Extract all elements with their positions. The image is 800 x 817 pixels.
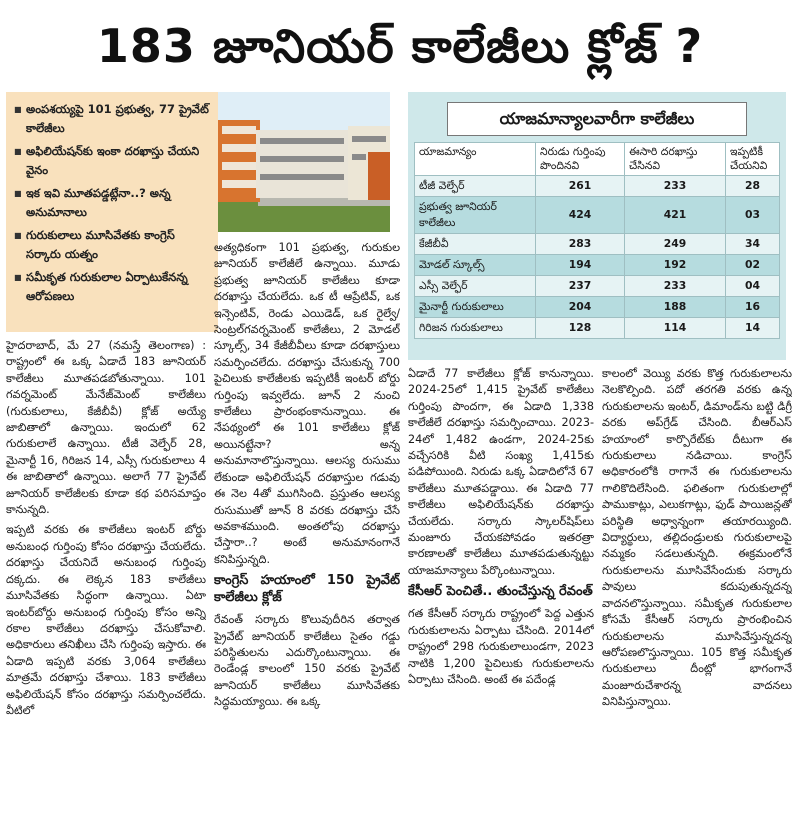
college-table [414, 142, 780, 339]
table-cell: 14 [726, 318, 780, 339]
highlights-box [6, 92, 218, 332]
highlight-item: ■ సమీకృత గురుకులాల ఏర్పాటుకేనన్న ఆరోపణలు [14, 268, 212, 306]
table-cell: 249 [625, 234, 726, 255]
college-table-box [408, 92, 786, 360]
article-paragraph: హైదరాబాద్, మే 27 (నమస్తే తెలంగాణ) : రాష్ట్రంలో ఈ ఒక్క ఏడాదే 183 జూనియర్ కాలేజీలు మూతపడబోతున్నాయి. 101 గవర్నమెంట్ మేనేజ్‌మెంట్ కాలేజీలు (గురుకులాలు, కేజీబీవీ) క్లోజ్ అయ్యే జాబితాలో ఉన్నాయి. ఇందులో 62 గురుకులాలే ఉన్నాయి. టీజీ వెల్ఫేర్ 28, మైనార్టీ 16, గిరిజన 14, ఎస్సీ గురుకులాలు 4 ఈ జాబితాలో ఉన్నాయి. అలాగే 77 ప్రైవేట్ జూనియర్ కాలేజీలకు కూడా కథ పరిసమాప్తం కానున్నది. [6, 339, 206, 517]
article-paragraph: అత్యధికంగా 101 ప్రభుత్వ, గురుకుల జూనియర్ కాలేజీలే ఉన్నాయి. మూడు ప్రభుత్వ జూనియర్ కాలేజీలు కూడా దరఖాస్తు చేయలేదు. ఒక టీ ఆప్రేటివ్, ఒక ఇన్సెంటివ్, రెండు ఎయిడెడ్, ఒక రైల్వే/సెంట్రల్‌గవర్నమెంట్ కాలేజీలు, 2 మోడల్ స్కూల్స్, 34 కేజీబీవీలు కూడా దరఖాస్తులు సమర్పించలేదు. దరఖాస్తు చేసుకున్న 700 పైచిలుకు కాలేజీలకు ఇప్పటికీ ఇంటర్ బోర్డు గుర్తింపు ఇవ్వలేదు. జూన్ 2 నుంచి కాలేజీలు ప్రారంభంకానున్నాయి. ఈ నేపథ్యంలో ఈ 101 కాలేజీలు క్లోజ్ అయినట్టేనా? అన్న అనుమానాలొస్తున్నాయి. ఆలస్య రుసుము లేకుండా అఫిలియేషన్ దరఖాస్తుల గడువు ఈ నెల 4తో ముగిసింది. ప్రస్తుతం ఆలస్య రుసుముతో జూన్ 8 వరకు దరఖాస్తు చేసే అవకాశముంది. అంతలోపు దరఖాస్తు చేస్తారా..? అంటే అనుమానంగానే కనిపిస్తున్నది. [214, 241, 400, 566]
highlight-item: ■ గురుకులాలు మూసివేతకు కాంగ్రెస్ సర్కారు యత్నం [14, 226, 212, 264]
table-header: ఈసారి దరఖాస్తు చేసినవి [625, 143, 726, 176]
table-cell: ఎస్సీ వెల్ఫేర్ [415, 276, 536, 297]
table-header: యాజమాన్యం [415, 143, 536, 176]
table-header: నిరుడు గుర్తింపు పొందినవి [536, 143, 625, 176]
table-cell: మోడల్ స్కూల్స్ [415, 255, 536, 276]
highlight-item: ■ అంపశయ్యపై 101 ప్రభుత్వ, 77 ప్రైవేట్ కాలేజీలు [14, 100, 212, 138]
table-title: యాజమాన్యాలవారీగా కాలేజీలు [447, 102, 747, 136]
table-cell: 03 [726, 197, 780, 234]
article-paragraph: రేవంత్ సర్కారు కొలువుదీరిన తర్వాత ప్రైవేట్ జూనియర్ కాలేజీలు సైతం గడ్డు పరిస్థితులను ఎదుర్కొంటున్నాయి. ఈ రెండేండ్ల కాలంలో 150 వరకు ప్రైవేట్ జూనియర్ కాలేజీలు మూసివేతకు సిద్ధమయ్యాయి. ఈ ఒక్క [214, 613, 400, 709]
article-paragraph: ఇప్పటి వరకు ఈ కాలేజీలు ఇంటర్ బోర్డు అనుబంధ గుర్తింపు కోసం దరఖాస్తు చేయలేదు. దరఖాస్తు చేయనిదే అనుబంధ గుర్తింపు దక్కదు. ఈ లెక్కన 183 కాలేజీలు మూసివేతకు సిద్ధంగా ఉన్నాయి. ఏటా ఇంటర్‌బోర్డు అనుబంధ గుర్తింపు కోసం అన్ని రకాల కాలేజీలు దరఖాస్తు చేసుకోవాలి. అధికారులు తనిఖీలు చేసి గుర్తింపు ఇస్తారు. ఈ ఏడాది ఇప్పటి వరకు 3,064 కాలేజీలు మాత్రమే దరఖాస్తు చేశాయి. 183 కాలేజీలు అఫిలియేషన్ కోసం దరఖాస్తు సమర్పించలేదు. వీటిలో [6, 523, 206, 717]
table-cell: 28 [726, 176, 780, 197]
article-column-2 [214, 240, 400, 814]
table-row [415, 176, 780, 197]
table-row [415, 255, 780, 276]
table-row [415, 297, 780, 318]
highlight-item: ■ ఇక ఇవి మూతపడ్డట్లేనా..? అన్న అనుమానాలు [14, 184, 212, 222]
article-paragraph: ఏడాదే 77 కాలేజీలు క్లోజ్ కానున్నాయి. 2024-25లో 1,415 ప్రైవేట్ కాలేజీలు గుర్తింపు పొందగా, ఈ ఏడాది 1,338 కాలేజీలే దరఖాస్తు సమర్పించాయి. 2023-24లో 1,482 ఉండగా, 2024-25కు వచ్చేసరికి వీటి సంఖ్య 1,415కు పడిపోయింది. నిరుడు ఒక్క ఏడాదిలోనే 67 కాలేజీలు మూతపడ్డాయి. ఈ ఏడాది 77 కాలేజీలు అఫిలియేషన్‌కు దరఖాస్తు చేయలేదు. సర్కారు స్కాలర్‌షిప్‌లు మంజూరు చేయకపోవడం ఇతరత్రా కారణాలతో కాలేజీలు మూతపడుతున్నట్టు యాజమాన్యాలు పేర్కొంటున్నాయి. [408, 367, 594, 577]
table-cell: కేజీబీవీ [415, 234, 536, 255]
table-cell: మైనార్టీ గురుకులాలు [415, 297, 536, 318]
section-subheading: కేసీఆర్ పెంచితే.. తుంచేస్తున్న రేవంత్ [408, 584, 593, 600]
table-cell: గిరిజన గురుకులాలు [415, 318, 536, 339]
table-cell: 421 [625, 197, 726, 234]
table-cell: 233 [625, 276, 726, 297]
highlight-item: ■ అఫిలియేషన్‌కు ఇంకా దరఖాస్తు చేయని వైనం [14, 142, 212, 180]
table-row [415, 197, 780, 234]
table-cell: 188 [625, 297, 726, 318]
table-cell: ప్రభుత్వ జూనియర్ కాలేజీలు [415, 197, 536, 234]
table-cell: 283 [536, 234, 625, 255]
table-cell: 04 [726, 276, 780, 297]
article-column-3 [408, 366, 594, 814]
table-cell: 204 [536, 297, 625, 318]
table-cell: 34 [726, 234, 780, 255]
article-column-4 [602, 366, 792, 814]
table-cell: 192 [625, 255, 726, 276]
table-cell: 233 [625, 176, 726, 197]
table-cell: 16 [726, 297, 780, 318]
table-cell: 237 [536, 276, 625, 297]
section-subheading: కాంగ్రెస్ హయాంలో 150 ప్రైవేట్ కాలేజీలు క్లోజ్ [214, 573, 400, 606]
table-cell: 424 [536, 197, 625, 234]
article-column-1 [6, 338, 206, 814]
table-cell: టీజీ వెల్ఫేర్ [415, 176, 536, 197]
table-header: ఇప్పటికీ చేయనివి [726, 143, 780, 176]
table-row [415, 318, 780, 339]
table-row [415, 234, 780, 255]
college-building-photo [218, 92, 390, 232]
table-cell: 194 [536, 255, 625, 276]
headline: 183 జూనియర్ కాలేజీలు క్లోజ్ ? [96, 19, 704, 73]
table-cell: 114 [625, 318, 726, 339]
table-cell: 02 [726, 255, 780, 276]
article-paragraph: గత కేసీఆర్ సర్కారు రాష్ట్రంలో పెద్ద ఎత్తున గురుకులాలను ఏర్పాటు చేసింది. 2014లో రాష్ట్రంలో 298 గురుకులాలుండగా, 2023 నాటికి 1,200 పైచిలుకు గురుకులాలను ఏర్పాటు చేసింది. అంటే ఈ పదేండ్ల [408, 607, 594, 686]
table-cell: 128 [536, 318, 625, 339]
table-row [415, 276, 780, 297]
article-paragraph: కాలంలో వెయ్యి వరకు కొత్త గురుకులాలను నెలకొల్పింది. పదో తరగతి వరకు ఉన్న గురుకులాలను ఇంటర్, డిమాండ్‌ను బట్టి డిగ్రీ వరకు అప్‌గ్రేడ్ చేసింది. బీఆర్‌ఎస్ హయాంలో కార్పొరేట్‌కు దీటుగా ఈ గురుకులాలు నడిచాయి. కాంగ్రెస్ అధికారంలోకి రాగానే ఈ గురుకులాలను గాలికొదిలేసింది. ఫలితంగా గురుకులాల్లో పాముకాట్లు, ఎలుకగాట్లు, ఫుడ్ పాయిజన్లతో పరిస్థితి అధ్వాన్నంగా తయారయ్యింది. విద్యార్థులు, తల్లిదండ్రులకు గురుకులాలపై నమ్మకం సడలుతున్నది. ఈక్రమంలోనే గురుకులాలను మూసివేసేందుకు సర్కారు పావులు కదుపుతున్నదన్న వాదనలొస్తున్నాయి. సమీకృత గురుకులాల కోసమే కేసీఆర్ సర్కారు ప్రారంభించిన గురుకులాలను మూసివేస్తున్నదన్న ఆరోపణలొస్తున్నాయి. 105 కొత్త సమీకృత గురుకులాలు దీంట్లో భాగంగానే మంజూరుచేశారన్న వాదనలు వినిపిస్తున్నాయి. [602, 367, 792, 709]
table-cell: 261 [536, 176, 625, 197]
